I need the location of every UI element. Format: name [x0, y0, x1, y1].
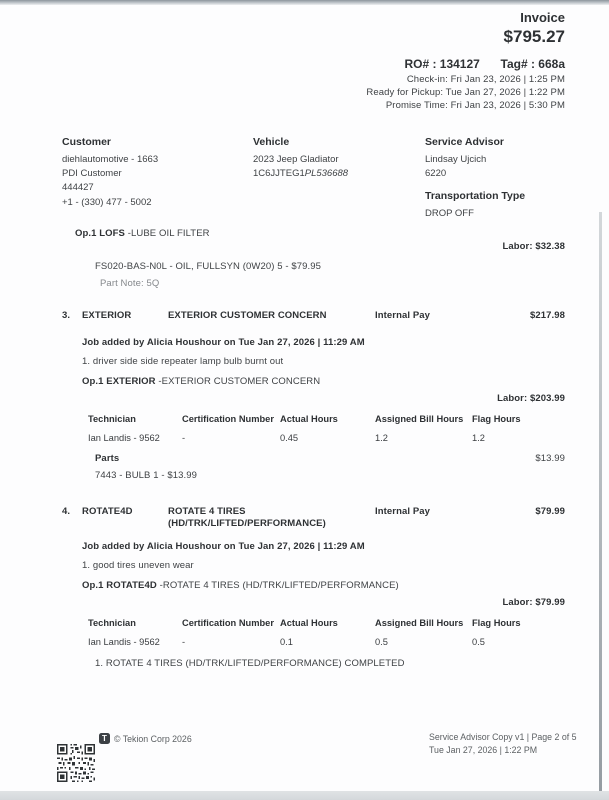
col-certification-number: Certification Number — [182, 414, 274, 424]
service-advisor-number: 6220 — [425, 167, 447, 179]
tekion-logo-icon: T — [99, 733, 110, 744]
job4-op-code: Op.1 ROTATE4D — [82, 580, 157, 591]
job4-amount: $79.99 — [535, 506, 565, 517]
job3-added-by: Job added by Alicia Houshour on Tue Jan 27, 2026 | 11:29 AM — [82, 337, 365, 348]
job4-added-by: Job added by Alicia Houshour on Tue Jan 27, 2026 | 11:29 AM — [82, 541, 365, 552]
job4-labor-amount: Labor: $79.99 — [502, 597, 565, 608]
lofs-labor-amount: Labor: $32.38 — [502, 241, 565, 252]
customer-name: diehlautomotive - 1663 — [62, 154, 159, 165]
col-flag-hours: Flag Hours — [472, 618, 521, 628]
assigned-bill-hours: 1.2 — [375, 433, 388, 443]
print-timestamp: Tue Jan 27, 2026 | 1:22 PM — [429, 745, 538, 755]
job4-code: ROTATE4D — [82, 506, 133, 517]
scan-edge-bottom — [0, 791, 609, 800]
job4-op-line — [82, 580, 399, 592]
vehicle-vin — [253, 167, 413, 181]
customer-type: PDI Customer — [62, 167, 122, 179]
service-advisor-heading: Service Advisor — [425, 136, 504, 148]
job3-code: EXTERIOR — [82, 310, 132, 321]
technician-name: Ian Landis - 9562 — [88, 637, 160, 647]
customer-block — [62, 136, 242, 209]
vehicle-model: 2023 Jeep Gladiator — [253, 154, 339, 165]
job3-op-line — [82, 376, 320, 388]
job3-table-header — [88, 414, 532, 424]
ready-for-pickup-time: Ready for Pickup: Tue Jan 27, 2026 | 1:22 PM — [366, 87, 565, 98]
job4-table-header — [88, 618, 532, 628]
job4-pay-type: Internal Pay — [375, 506, 431, 517]
vin-prefix: 1C6JJTEG1 — [253, 167, 305, 179]
job3-pay-type: Internal Pay — [375, 310, 431, 321]
col-assigned-bill-hours: Assigned Bill Hours — [375, 414, 464, 424]
qr-code — [57, 744, 95, 782]
lofs-part-note: Part Note: 5Q — [100, 278, 160, 289]
scan-edge-top — [0, 0, 609, 5]
copy-version-text: Service Advisor Copy v1 | Page 2 of 5 — [429, 732, 577, 742]
col-actual-hours: Actual Hours — [280, 618, 338, 628]
transportation-value: DROP OFF — [425, 208, 474, 219]
assigned-bill-hours: 0.5 — [375, 637, 388, 647]
job4-completed-note: 1. ROTATE 4 TIRES (HD/TRK/LIFTED/PERFORMANCE) COMPLETED — [95, 658, 405, 669]
job3-concern: 1. driver side side repeater lamp bulb burnt out — [82, 356, 284, 367]
page-edge-shadow — [599, 212, 602, 791]
customer-phone: +1 - (330) 477 - 5002 — [62, 196, 152, 208]
tag-number: Tag# : 668a — [500, 57, 565, 71]
technician-name: Ian Landis - 9562 — [88, 433, 160, 443]
job4-op-desc: -ROTATE 4 TIRES (HD/TRK/LIFTED/PERFORMANCE) — [159, 580, 399, 591]
job3-table-row — [88, 433, 532, 443]
lofs-op-code: Op.1 LOFS — [75, 228, 125, 239]
vehicle-block — [253, 136, 413, 180]
certification-number: - — [182, 637, 186, 647]
service-advisor-name: Lindsay Ujcich — [425, 154, 487, 165]
promise-time: Promise Time: Fri Jan 23, 2026 | 5:30 PM — [385, 100, 565, 111]
col-assigned-bill-hours: Assigned Bill Hours — [375, 618, 464, 628]
col-actual-hours: Actual Hours — [280, 414, 338, 424]
job3-name: EXTERIOR CUSTOMER CONCERN — [168, 310, 327, 321]
job4-concern: 1. good tires uneven wear — [82, 560, 194, 571]
job4-number: 4. — [62, 506, 71, 517]
vin-suffix: PL536688 — [304, 167, 349, 179]
ro-tag-line — [404, 57, 565, 71]
job3-op-desc: -EXTERIOR CUSTOMER CONCERN — [158, 376, 321, 387]
invoice-total: $795.27 — [503, 27, 565, 46]
vehicle-heading: Vehicle — [253, 136, 290, 148]
lofs-op-line — [75, 228, 210, 240]
job3-labor-amount: Labor: $203.99 — [497, 393, 565, 404]
ro-number: RO# : 134127 — [404, 57, 480, 71]
job3-parts-total: $13.99 — [535, 453, 565, 464]
job3-op-code: Op.1 EXTERIOR — [82, 376, 156, 387]
lofs-part-line: FS020-BAS-N0L - OIL, FULLSYN (0W20) 5 - $79.95 — [95, 261, 322, 272]
job4-table-row — [88, 637, 532, 647]
actual-hours: 0.45 — [280, 433, 299, 443]
job3-parts-line: 7443 - BULB 1 - $13.99 — [95, 470, 198, 481]
actual-hours: 0.1 — [280, 637, 293, 647]
transportation-heading: Transportation Type — [425, 190, 526, 202]
lofs-op-desc: -LUBE OIL FILTER — [127, 228, 210, 239]
col-technician: Technician — [88, 618, 136, 628]
service-advisor-block — [425, 136, 575, 221]
col-certification-number: Certification Number — [182, 618, 274, 628]
job3-amount: $217.98 — [529, 310, 565, 321]
flag-hours: 0.5 — [472, 637, 485, 647]
job4-name: ROTATE 4 TIRES (HD/TRK/LIFTED/PERFORMANCE) — [168, 506, 326, 529]
col-technician: Technician — [88, 414, 136, 424]
copyright-text: © Tekion Corp 2026 — [114, 734, 192, 744]
customer-number: 444427 — [62, 182, 94, 193]
customer-heading: Customer — [62, 136, 112, 148]
job3-number: 3. — [62, 310, 71, 321]
certification-number: - — [182, 433, 186, 443]
flag-hours: 1.2 — [472, 433, 485, 443]
checkin-time: Check-in: Fri Jan 23, 2026 | 1:25 PM — [406, 74, 565, 85]
job3-parts-heading: Parts — [95, 453, 120, 464]
invoice-title: Invoice — [520, 10, 565, 25]
col-flag-hours: Flag Hours — [472, 414, 521, 424]
